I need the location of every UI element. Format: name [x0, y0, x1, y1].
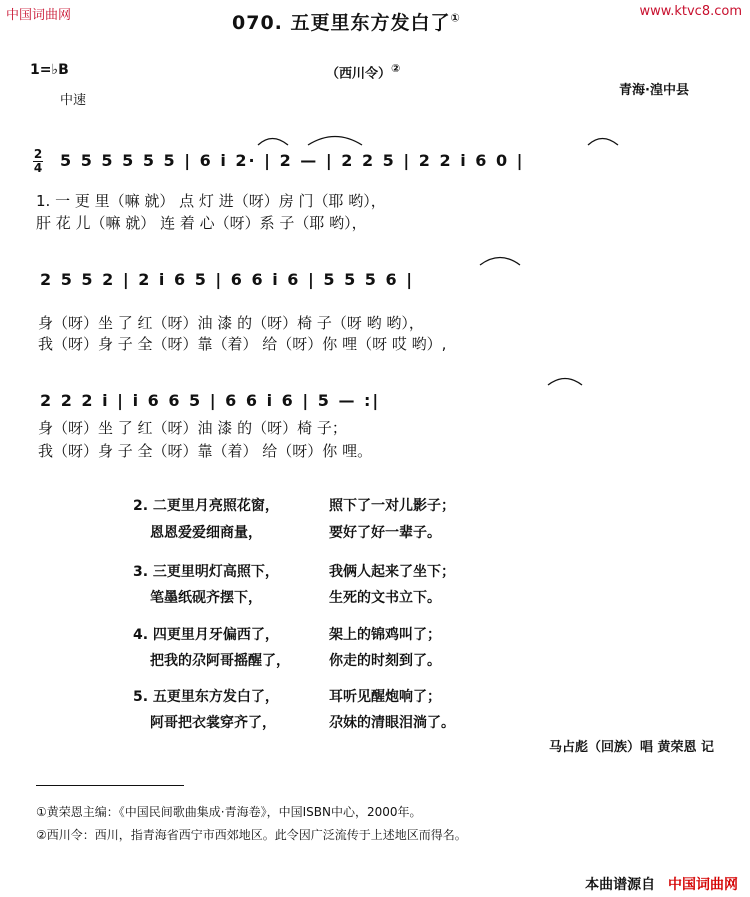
watermark-right: www.ktvc8.com	[639, 4, 742, 19]
lyrics-row-1-line-1: 1. 一 更 里（嘛 就） 点 灯 进（呀）房 门（耶 哟），	[36, 192, 386, 210]
verse-3-line-1	[133, 561, 279, 581]
score-row-3: 2 2 2 i | i 6 6 5 | 6 6 i 6 | 5 — :|	[40, 391, 381, 410]
watermark-left: 中国词曲网	[6, 8, 72, 23]
verse-4-line-2-b	[329, 650, 441, 670]
source-label: 本曲谱源自	[585, 877, 656, 893]
score-row-1: 5 5 5 5 5 5 | 6 i 2· | 2 — | 2 2 5 | 2 2 i 6 0 |	[60, 151, 525, 170]
verse-3-a: 3. 三更里明灯高照下，	[133, 564, 279, 580]
verse-2-line-1-b	[329, 495, 455, 515]
lyrics-row-3-line-1: 身（呀）坐 了 红（呀）油 漆 的（呀）椅 子；	[38, 419, 347, 437]
title-footnote-mark: ①	[450, 11, 461, 25]
footnote-divider	[36, 785, 184, 786]
time-signature-top: 2	[33, 147, 43, 161]
lyrics-row-1-line-2: 肝 花 儿（嘛 就） 连 着 心（呀）系 子（耶 哟），	[36, 214, 367, 232]
tempo-marking: 中速	[60, 93, 87, 108]
verse-3-b: 我俩人起来了坐下；	[329, 564, 455, 580]
verse-2-c: 恩恩爱爱细商量，	[150, 525, 262, 541]
verse-3-d: 生死的文书立下。	[329, 590, 441, 606]
verse-2-d: 要好了好一辈子。	[329, 525, 441, 541]
verse-4-line-1	[133, 624, 279, 644]
verse-2-a: 2. 二更里月亮照花窗，	[133, 498, 279, 514]
verse-5-line-1-b	[329, 686, 441, 706]
verse-3-line-1-b	[329, 561, 455, 581]
verse-4-c: 把我的尕阿哥摇醒了，	[150, 653, 290, 669]
subtitle-text: （西川令）	[326, 66, 392, 82]
verse-5-line-2	[150, 712, 276, 732]
lyrics-row-2-line-2: 我（呀）身 子 全（呀）靠（着） 给（呀）你 哩（呀 哎 哟）,	[38, 335, 447, 353]
verse-4-line-2	[150, 650, 290, 670]
source-site: 中国词曲网	[668, 877, 738, 893]
verse-5-d: 尕妹的清眼泪淌了。	[329, 715, 455, 731]
footnote-1: ①黄荣恩主编：《中国民间歌曲集成·青海卷》，中国ISBN中心，2000年。	[36, 805, 422, 819]
performer-credit: 马占彪（回族）唱 黄荣恩 记	[548, 740, 714, 755]
key-signature: 1=♭B	[30, 62, 69, 78]
verse-4-line-1-b	[329, 624, 441, 644]
verse-2-line-2	[150, 522, 262, 542]
verse-4-a: 4. 四更里月牙偏西了，	[133, 627, 279, 643]
source-watermark	[585, 874, 738, 894]
verse-5-line-2-b	[329, 712, 455, 732]
lyrics-row-2-line-1: 身（呀）坐 了 红（呀）油 漆 的（呀）椅 子（呀 哟 哟），	[38, 314, 424, 332]
verse-2-line-2-b	[329, 522, 441, 542]
subtitle-footnote-mark: ②	[391, 62, 401, 75]
verse-4-d: 你走的时刻到了。	[329, 653, 441, 669]
time-signature-bottom: 4	[33, 161, 43, 175]
verse-3-line-2	[150, 587, 262, 607]
verse-4-b: 架上的锦鸡叫了；	[329, 627, 441, 643]
verse-5-b: 耳听见醒炮响了；	[329, 689, 441, 705]
lyrics-row-3-line-2: 我（呀）身 子 全（呀）靠（着） 给（呀）你 哩。	[38, 442, 373, 460]
region-label: 青海·湟中县	[619, 83, 689, 98]
song-title-text: 070. 五更里东方发白了	[232, 12, 451, 34]
verse-5-line-1	[133, 686, 279, 706]
verse-2-line-1	[133, 495, 279, 515]
verse-3-line-2-b	[329, 587, 441, 607]
verse-2-b: 照下了一对儿影子；	[329, 498, 455, 514]
verse-3-c: 笔墨纸砚齐摆下，	[150, 590, 262, 606]
verse-5-c: 阿哥把衣裳穿齐了，	[150, 715, 276, 731]
verse-5-a: 5. 五更里东方发白了，	[133, 689, 279, 705]
footnote-2: ②西川令：西川，指青海省西宁市西郊地区。此令因广泛流传于上述地区而得名。	[36, 828, 467, 842]
score-row-2: 2 5 5 2 | 2 i 6 5 | 6 6 i 6 | 5 5 5 6 |	[40, 270, 415, 289]
